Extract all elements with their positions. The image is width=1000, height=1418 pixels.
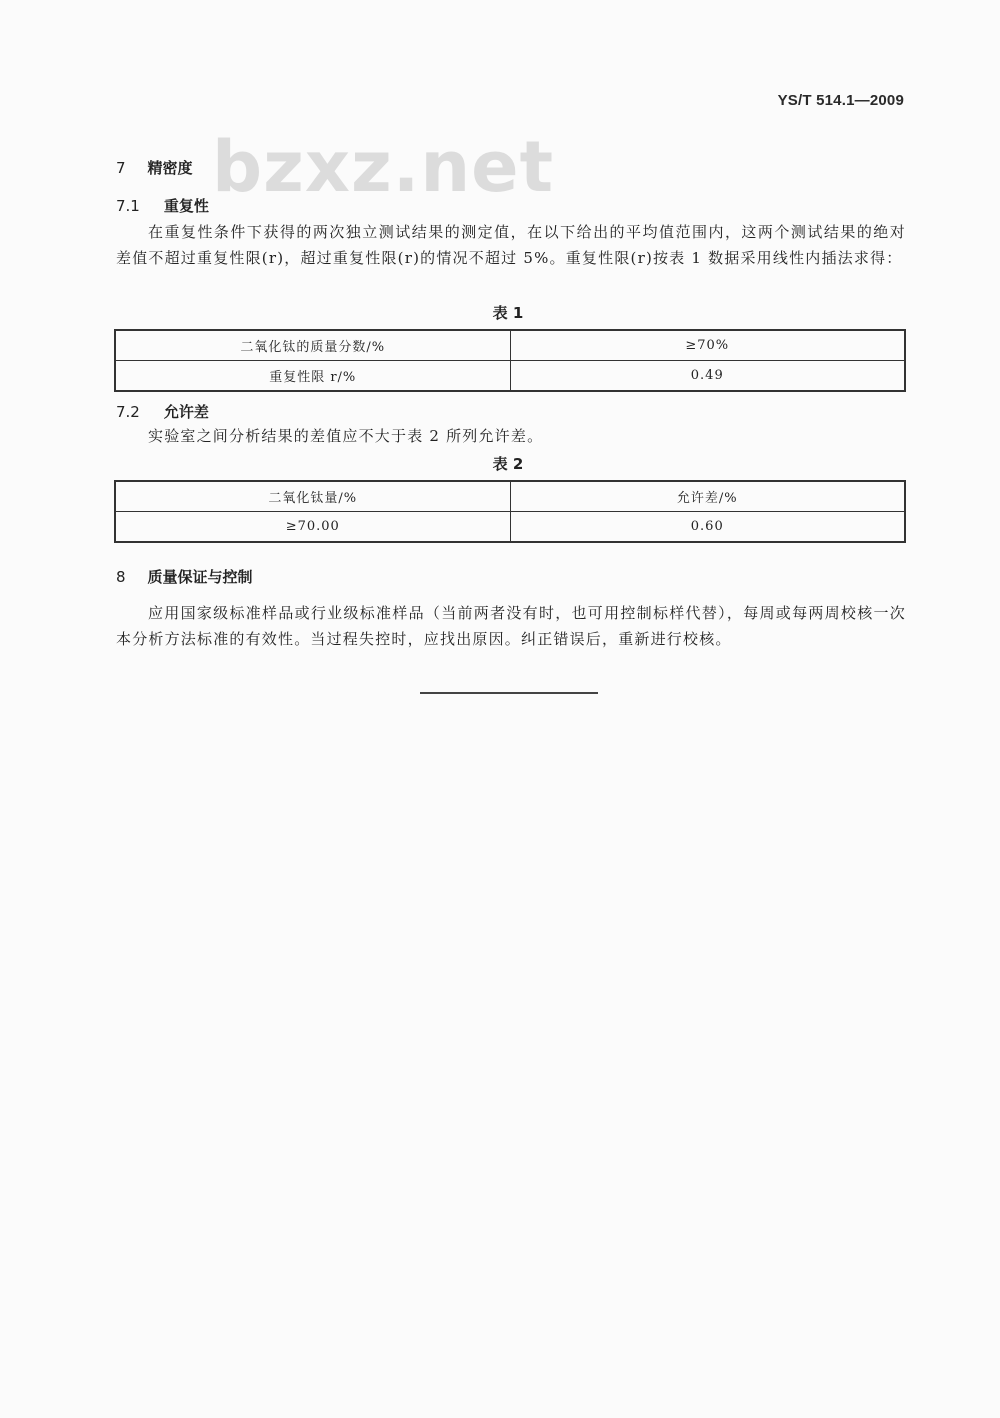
table-1-caption: 表 1 (492, 304, 524, 322)
table-cell: 二氧化钛的质量分数/% (115, 330, 510, 361)
table-cell: ≥70% (510, 330, 905, 361)
section-7-2-heading (116, 401, 209, 422)
table-1 (114, 329, 906, 392)
section-7-number: 7 (116, 159, 126, 177)
section-8-heading (116, 566, 253, 587)
table-row (115, 481, 905, 512)
section-8-title: 质量保证与控制 (147, 568, 253, 586)
section-7-1-heading (116, 195, 209, 216)
table-cell: 0.49 (510, 361, 905, 392)
section-7-2-number: 7.2 (116, 403, 140, 421)
section-7-1-title: 重复性 (163, 197, 209, 215)
section-7-title: 精密度 (147, 159, 193, 177)
watermark-logo: bzxz.net (212, 126, 555, 208)
table-row (115, 361, 905, 392)
table-cell: ≥70.00 (115, 512, 510, 543)
standard-code: YS/T 514.1—2009 (777, 92, 904, 109)
end-divider (420, 692, 598, 694)
table-2 (114, 480, 906, 543)
table-cell: 二氧化钛量/% (115, 481, 510, 512)
section-7-heading (116, 157, 193, 178)
table-cell: 重复性限 r/% (115, 361, 510, 392)
table-row (115, 512, 905, 543)
table-2-caption: 表 2 (492, 455, 524, 473)
section-7-2-paragraph: 实验室之间分析结果的差值应不大于表 2 所列允许差。 (148, 427, 544, 445)
table-cell: 允许差/% (510, 481, 905, 512)
section-7-1-number: 7.1 (116, 197, 140, 215)
table-cell: 0.60 (510, 512, 905, 543)
section-8-paragraph: 应用国家级标准样品或行业级标准样品（当前两者没有时，也可用控制标样代替），每周或每两周校核一次本分析方法标准的有效性。当过程失控时，应找出原因。纠正错误后，重新进行校核。 (116, 604, 906, 648)
section-7-1-paragraph: 在重复性条件下获得的两次独立测试结果的测定值，在以下给出的平均值范围内，这两个测试结果的绝对差值不超过重复性限(r)，超过重复性限(r)的情况不超过 5%。重复性限(r)按表 1 数据采用线性内插法求得： (116, 223, 906, 267)
section-8-number: 8 (116, 568, 126, 586)
section-7-2-title: 允许差 (163, 403, 209, 421)
table-row (115, 330, 905, 361)
